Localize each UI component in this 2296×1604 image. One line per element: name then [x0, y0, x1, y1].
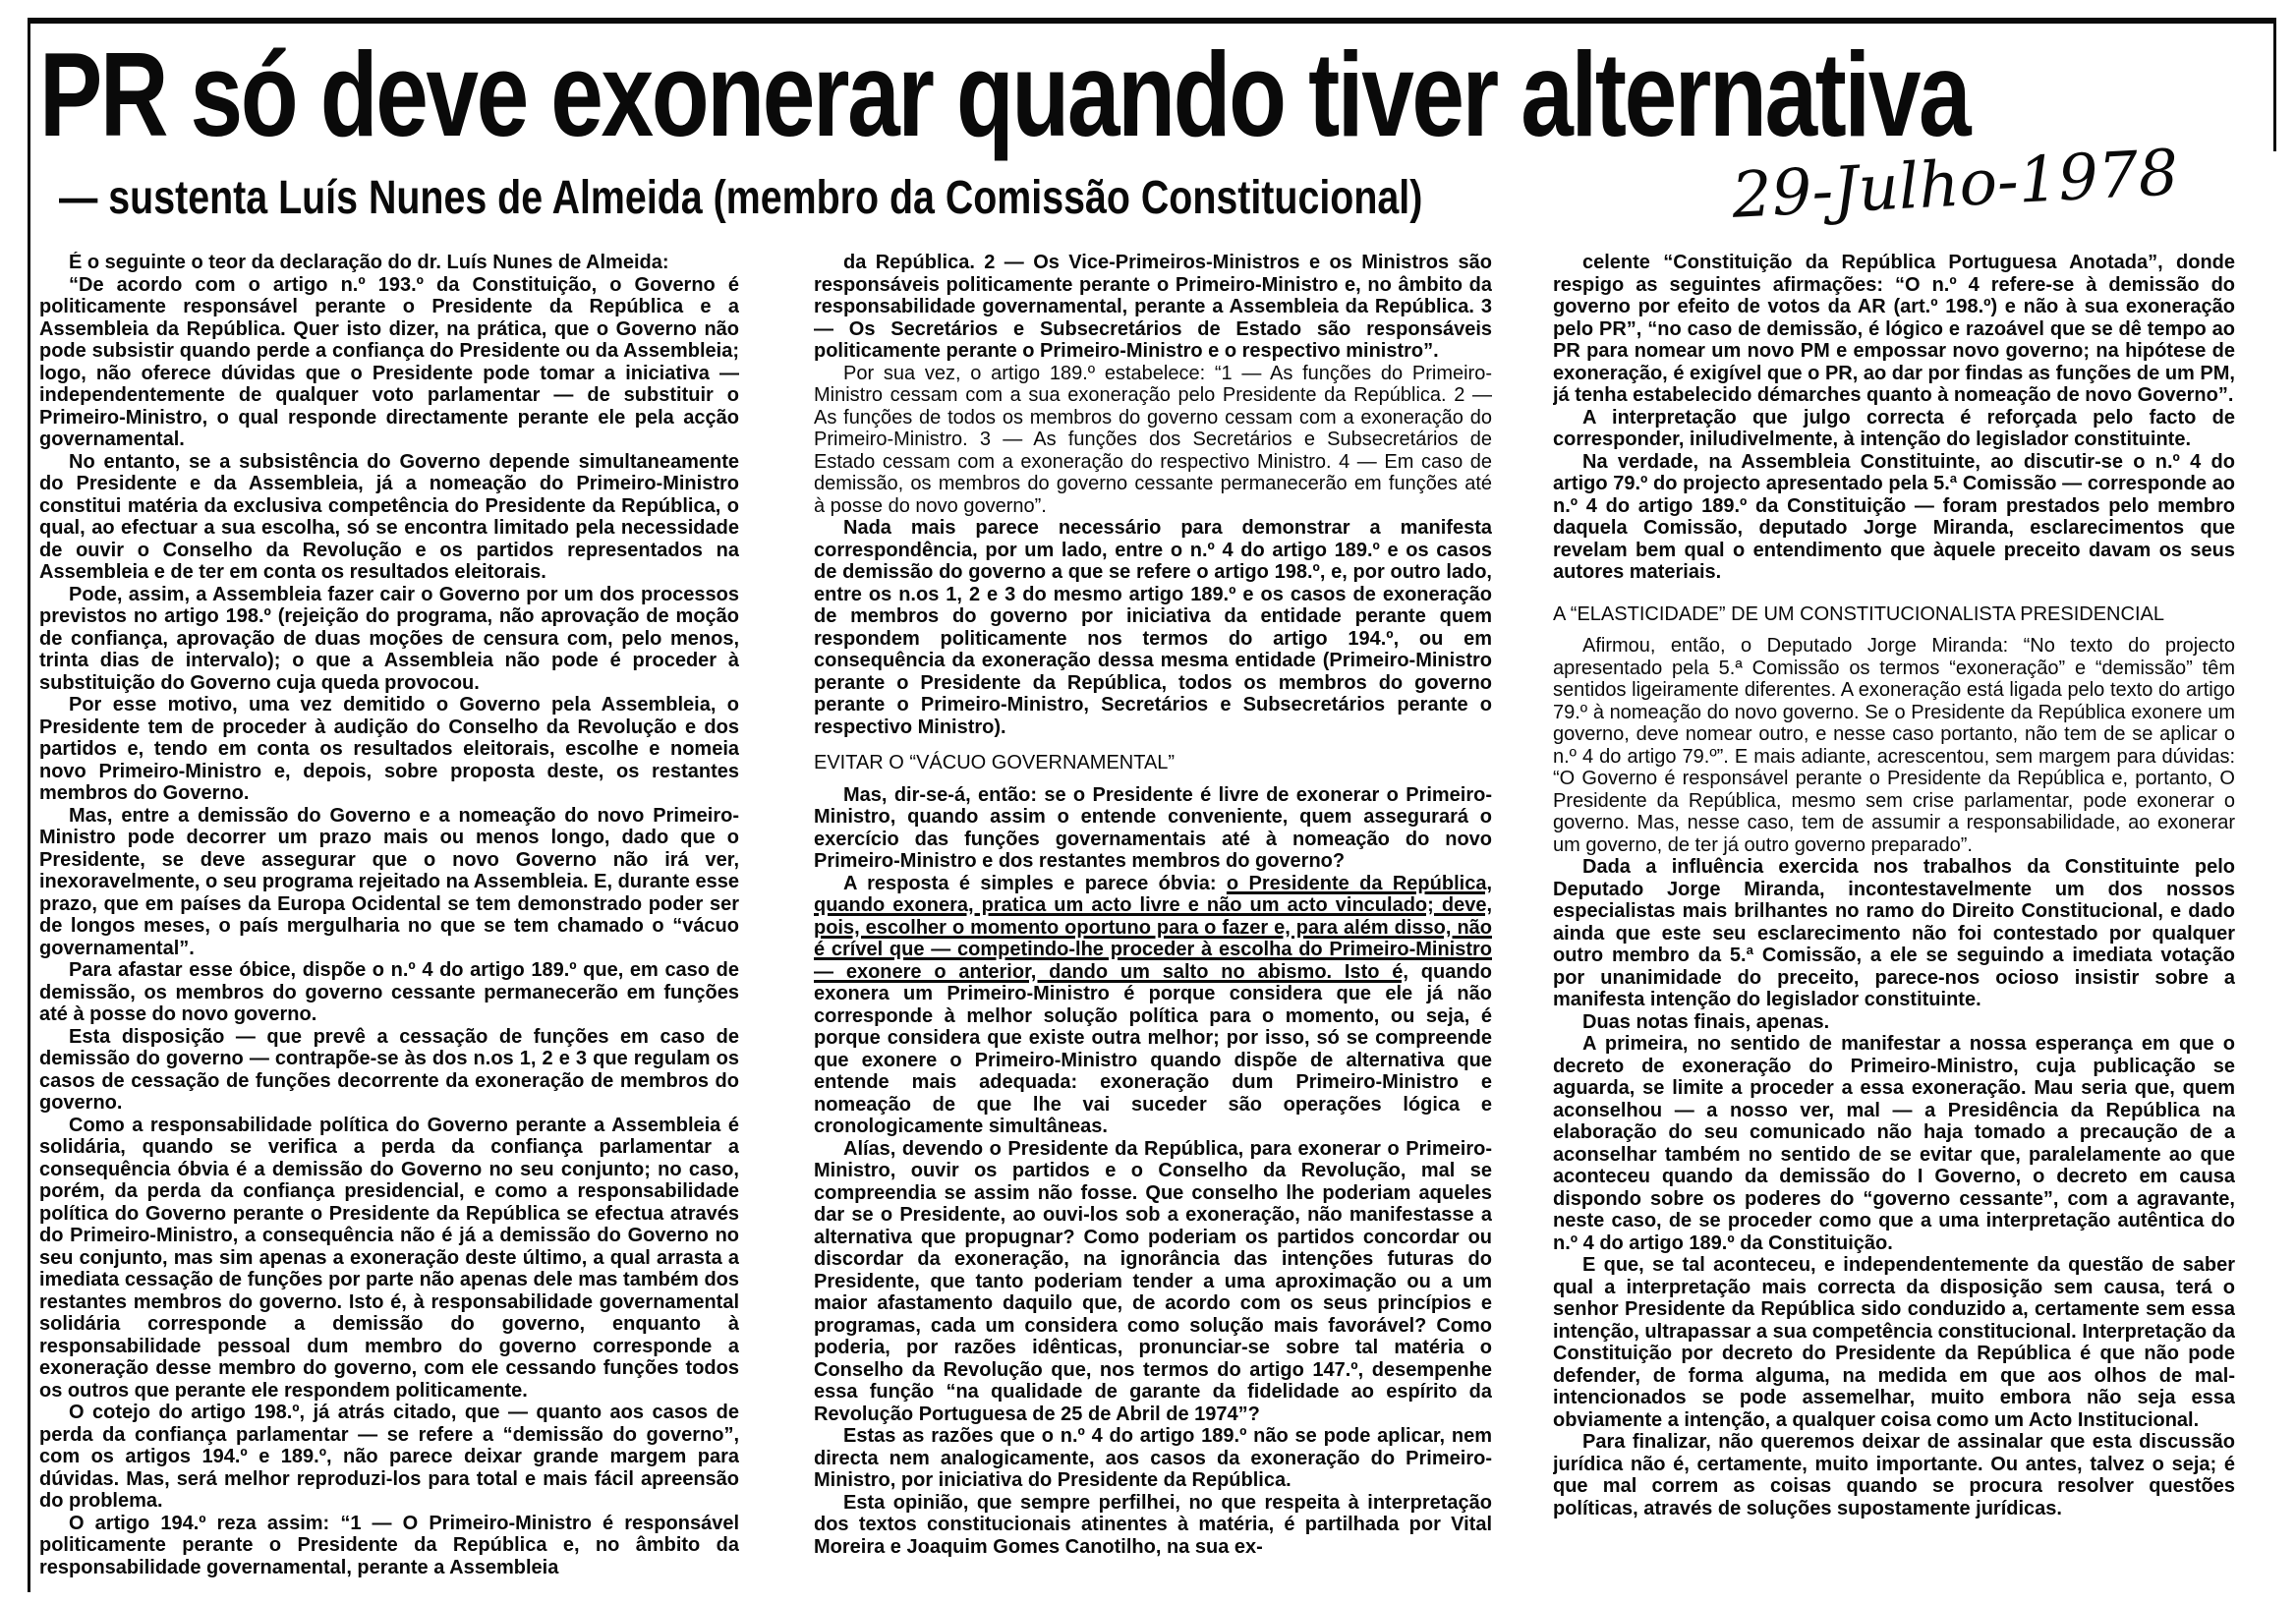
paragraph: Na verdade, na Assembleia Constituinte, ao discutir-se o n.º 4 do artigo 79.º do projecto apresentado pela 5.ª Comissão — corresponde ao n.º 4 do artigo 189.º da Constituição — foram prestados pelo membro daquela Comissão, deputado Jorge Miranda, esclarecimentos que revelam bem qual o entendimento que àquele preceito davam os seus autores materiais.: [1553, 450, 2235, 583]
paragraph: Duas notas finais, apenas.: [1582, 1010, 1830, 1033]
answer-intro: A resposta é simples e parece óbvia:: [843, 872, 1227, 894]
right-border-rule: [2273, 24, 2276, 151]
left-border-rule: [28, 24, 30, 1592]
paragraph: Mas, entre a demissão do Governo e a nomeação do novo Primeiro-Ministro pode decorrer um prazo mais ou menos longo, dado que o Presidente, se deve assegurar que o novo Governo não irá ver, inexoravelmente, o seu programa rejeitado na Assembleia. E, durante esse prazo, que em países da Europa Ocidental se tem demonstrado poder ser de longos meses, o país mergulharia no que se tem chamado o “vácuo governamental”.: [39, 804, 739, 959]
section-heading: A “ELASTICIDADE” DE UM CONSTITUCIONALISTA PRESIDENCIAL: [1553, 602, 2164, 625]
paragraph: “De acordo com o artigo n.º 193.º da Constituição, o Governo é politicamente responsável perante o Presidente da República e a Assembleia da República. Quer isto dizer, na prática, que o Governo não pode subsistir quando perde a confiança do Presidente ou da Assembleia; logo, não oferece dúvidas que o Presidente pode tomar a iniciativa — independentemente de qualquer voto parlamentar — de substituir o Primeiro-Ministro, o qual responde directamente perante ele pela acção governamental.: [39, 273, 739, 450]
top-border-rule: [28, 18, 2276, 24]
paragraph: da República. 2 — Os Vice-Primeiros-Ministros e os Ministros são responsáveis politicamente perante o Primeiro-Ministro e, no âmbito da responsabilidade governamental, perante a Assembleia da República. 3 — Os Secretários e Subsecretários de Estado são responsáveis politicamente perante o Primeiro-Ministro e o respectivo ministro”.: [814, 252, 1492, 362]
paragraph: O artigo 194.º reza assim: “1 — O Primeiro-Ministro é responsável politicamente perante o Presidente da República e, no âmbito da responsabilidade governamental, perante a Assembleia: [39, 1512, 739, 1578]
paragraph: O cotejo do artigo 198.º, já atrás citado, que — quanto aos casos de perda da confiança parlamentar — se refere a “demissão do governo”, com os artigos 194.º e 189.º, não parece deixar grande margem para dúvidas. Mas, será melhor reproduzi-los para total e mais fácil apreensão do problema.: [39, 1402, 739, 1512]
handwritten-date: 29-Julho-1978: [1730, 137, 2181, 233]
paragraph: É o seguinte o teor da declaração do dr. Luís Nunes de Almeida:: [69, 252, 669, 273]
paragraph: Pode, assim, a Assembleia fazer cair o Governo por um dos processos previstos no artigo 198.º (rejeição do programa, não aprovação de moção de confiança, aprovação de duas moções de censura com, pelo menos, trinta dias de intervalo); o que a Assembleia não pode é proceder à substituição do Governo cuja queda provocou.: [39, 583, 739, 694]
paragraph: A primeira, no sentido de manifestar a nossa esperança em que o decreto de exoneração do Primeiro-Ministro, cuja publicação se aguarda, se limite a proceder a essa exoneração. Mau seria que, quem aconselhou — a nosso ver, mal — a Presidência da República na elaboração do seu comunicado não haja tomado a precaução de a aconselhar também no sentido de se evitar que, paralelamente ao que aconteceu quando da demissão do I Governo, o decreto em causa dispondo sobre os poderes do “governo cessante”, com a agravante, neste caso, de se proceder como que a uma interpretação autêntica do n.º 4 do artigo 189.º da Constituição.: [1553, 1033, 2235, 1254]
article-column-3: [1553, 252, 2235, 1590]
section-heading: EVITAR O “VÁCUO GOVERNAMENTAL”: [814, 752, 1176, 773]
paragraph: Nada mais parece necessário para demonstrar a manifesta correspondência, por um lado, entre o n.º 4 do artigo 189.º e os casos de demissão do governo a que se refere o artigo 198.º, e, por outro lado, entre os n.os 1, 2 e 3 do mesmo artigo 189.º e os casos de exoneração de membros do governo por iniciativa da entidade perante quem respondem politicamente nos termos do artigo 194.º, ou em consequência da exoneração dessa mesma entidade (Primeiro-Ministro perante o Presidente da República, todos os membros do governo perante o Primeiro-Ministro, Secretários e Subsecretários perante o respectivo Ministro).: [814, 517, 1492, 738]
paragraph: Estas as razões que o n.º 4 do artigo 189.º não se pode aplicar, nem directa nem analogicamente, aos casos da exoneração do Primeiro-Ministro, por iniciativa do Presidente da República.: [814, 1425, 1492, 1491]
paragraph: A interpretação que julgo correcta é reforçada pelo facto de corresponder, iniludivelmente, à intenção do legislador constituinte.: [1553, 406, 2235, 450]
paragraph: Esta opinião, que sempre perfilhei, no que respeita à interpretação dos textos constitucionais atinentes à matéria, é partilhada por Vital Moreira e Joaquim Gomes Canotilho, na sua ex-: [814, 1491, 1492, 1558]
paragraph: No entanto, se a subsistência do Governo depende simultaneamente do Presidente e da Assembleia, já a nomeação do Primeiro-Ministro constitui matéria da exclusiva competência do Presidente da República, o qual, ao efectuar a sua escolha, só se encontra limitado pela necessidade de ouvir o Conselho da Revolução e os partidos representados na Assembleia e de ter em conta os resultados eleitorais.: [39, 450, 739, 583]
paragraph: Afirmou, então, o Deputado Jorge Miranda: “No texto do projecto apresentado pela 5.ª Comissão os termos “exoneração” e “demissão” têm sentidos ligeiramente diferentes. A exoneração está ligada pelo texto do artigo 79.º à nomeação do novo governo. Se o Presidente da República exonere um governo, deve nomear outro, e nesse caso portanto, não tem de se aplicar o n.º 4 do artigo 79.º”. E mais adiante, acrescentou, sem margem para dúvidas: “O Governo é responsável perante o Presidente da República e, portanto, O Presidente da República, mesmo sem crise parlamentar, pode exonerar o governo. Mas, nesse caso, tem de assumir a responsabilidade, ao exonerar um governo, de ter já outro governo preparado”.: [1553, 635, 2235, 856]
paragraph: Alías, devendo o Presidente da República, para exonerar o Primeiro-Ministro, ouvir os partidos e o Conselho da Revolução, mal se compreendia se assim não fosse. Que conselho lhe poderiam aqueles dar se o Presidente, ao ouvi-los sob a exoneração, não manifestasse a alternativa que propugnar? Como poderiam os partidos concordar ou discordar da exoneração, na ignorância das intenções futuras do Presidente, que tanto poderiam tender a uma aproximação ou a um maior afastamento daquilo que, de acordo com os seus princípios e programas, cada um considera como solução mais favorável? Como poderia, por razões idênticas, pronunciar-se sobre tal matéria o Conselho da Revolução que, nos termos do artigo 147.º, desempenhe essa função “na qualidade de garante da fidelidade ao espírito da Revolução Portuguesa de 25 de Abril de 1974”?: [814, 1137, 1492, 1425]
article-column-1: [39, 252, 739, 1590]
paragraph: Como a responsabilidade política do Governo perante a Assembleia é solidária, quando se verifica a perda da confiança parlamentar a consequência óbvia é a demissão do Governo no seu conjunto; no caso, porém, da perda da confiança presidencial, e como a responsabilidade política do Governo perante o Presidente da República se efectua através do Primeiro-Ministro, a consequência não é já a demissão do Governo no seu conjunto, mas sim apenas a exoneração deste último, a qual arrasta a imediata cessação de funções por parte não apenas dele mas também dos restantes membros do governo. Isto é, à responsabilidade governamental solidária corresponde a demissão do governo, enquanto à responsabilidade pessoal dum membro do governo corresponde a exoneração desse membro do governo, com ele cessando funções todos os outros que perante ele respondem politicamente.: [39, 1114, 739, 1402]
headline: PR só deve exonerar quando tiver alternativa: [39, 28, 1970, 161]
subheadline: — sustenta Luís Nunes de Almeida (membro da Comissão Constitucional): [59, 172, 1423, 224]
paragraph: Para afastar esse óbice, dispõe o n.º 4 do artigo 189.º que, em caso de demissão, os membros do governo cessante permanecerão em funções até à posse do novo governo.: [39, 959, 739, 1025]
paragraph: Por esse motivo, uma vez demitido o Governo pela Assembleia, o Presidente tem de proceder à audição do Conselho da Revolução e dos partidos e, tendo em conta os resultados eleitorais, escolhe e nomeia novo Primeiro-Ministro e, depois, sobre proposta deste, os restantes membros do Governo.: [39, 694, 739, 804]
answer-rest: quando exonera um Primeiro-Ministro é porque considera que ele já não corresponde à melhor solução política para o momento, ou seja, é porque considera que existe outra melhor; por isso, só se compreende que exonere o Primeiro-Ministro quando dispõe de alternativa que entende mais adequada: exoneração dum Primeiro-Ministro e nomeação de que lhe vai suceder são operações lógica e cronologicamente simultâneas.: [814, 960, 1492, 1137]
paragraph: celente “Constituição da República Portuguesa Anotada”, donde respigo as seguintes afirmações: “O n.º 4 refere-se à demissão do governo por efeito de votos da AR (art.º 198.º) e não à sua exoneração pelo PR”, “no caso de demissão, é lógico e razoável que se dê tempo ao PR para nomear um novo PM e empossar novo governo; na hipótese de exoneração, é exigível que o PR, ao dar por findas as funções de um PM, já tenha estabelecido démarches quanto à nomeação de novo Governo”.: [1553, 252, 2235, 406]
paragraph: Esta disposição — que prevê a cessação de funções em caso de demissão do governo — contrapõe-se às dos n.os 1, 2 e 3 que regulam os casos de cessação de funções decorrente da exoneração de membros do governo.: [39, 1025, 739, 1114]
article-column-2: [814, 252, 1492, 1590]
underlined-passage: o Presidente da República, quando exonera, pratica um acto livre e não um acto vinculado; deve, pois, escolher o momento oportuno para o fazer e, para além disso, não é crível que — competindo-lhe proceder à escolha do Primeiro-Ministro — exonere o anterior, dando um salto no abismo. Isto é,: [814, 872, 1492, 983]
paragraph: Por sua vez, o artigo 189.º estabelece: “1 — As funções do Primeiro-Ministro cessam com a sua exoneração pelo Presidente da República. 2 — As funções de todos os membros do governo cessam com a exoneração do Primeiro-Ministro. 3 — As funções dos Secretários e Subsecretários de Estado cessam com a exoneração do respectivo Ministro. 4 — Em caso de demissão, os membros do governo cessante permanecerão em funções até à posse do novo governo”.: [814, 362, 1492, 517]
paragraph: Mas, dir-se-á, então: se o Presidente é livre de exonerar o Primeiro-Ministro, quando assim o entende conveniente, quem assegurará o exercício das funções governamentais até à nomeação do novo Primeiro-Ministro e dos restantes membros do governo?: [814, 783, 1492, 872]
paragraph: E que, se tal aconteceu, e independentemente da questão de saber qual a interpretação mais correcta da disposição sem causa, terá o senhor Presidente da República sido conduzido a, certamente sem essa intenção, ultrapassar a sua competência constitucional. Interpretação da Constituição por decreto do Presidente da República é que não pode defender, de forma alguma, na medida em que aos olhos de mal-intencionados se pode assemelhar, muito embora não seja essa obviamente a intenção, a qualquer coisa como um Acto Institucional.: [1553, 1254, 2235, 1431]
paragraph: Para finalizar, não queremos deixar de assinalar que esta discussão jurídica não é, certamente, muito importante. Ou antes, talvez o seja; é que mal correm as coisas quando se procura resolver questões políticas, através de soluções supostamente jurídicas.: [1553, 1431, 2235, 1519]
paragraph: Dada a influência exercida nos trabalhos da Constituinte pelo Deputado Jorge Miranda, incontestavelmente um dos nossos especialistas mais brilhantes no ramo do Direito Constitucional, e dado ainda que este seu esclarecimento não foi contestado por qualquer outro membro da 5.ª Comissão, a ele se seguindo a imediata votação por unanimidade do preceito, parece-nos ocioso insistir sobre a manifesta intenção do legislador constituinte.: [1553, 856, 2235, 1010]
paragraph-answer: [814, 873, 1492, 1138]
